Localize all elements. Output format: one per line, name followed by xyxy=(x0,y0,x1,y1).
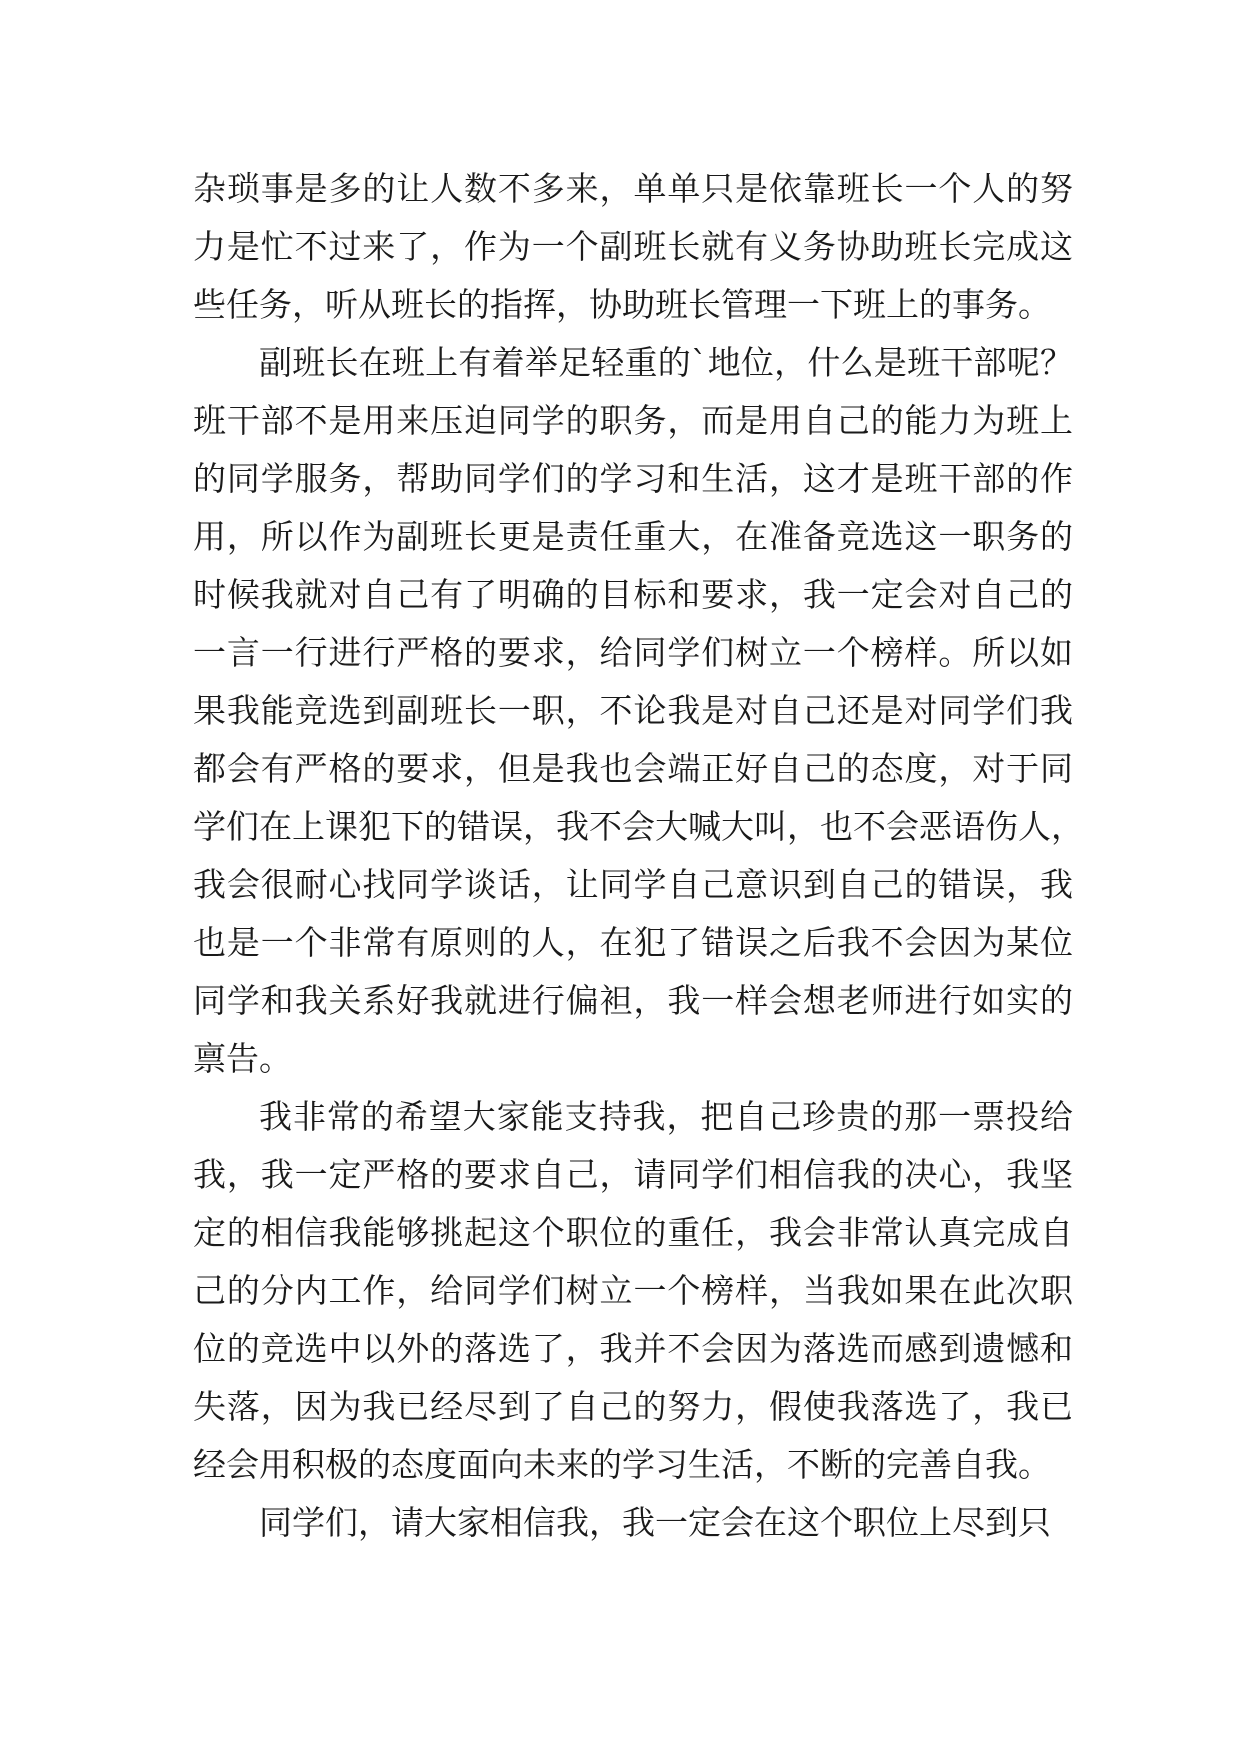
text-line: 同学和我关系好我就进行偏袒，我一样会想老师进行如实的 xyxy=(193,981,1073,1020)
paragraph-first-line: 同学们，请大家相信我，我一定会在这个职位上尽到只 xyxy=(259,1503,1051,1542)
text-line: 学们在上课犯下的错误，我不会大喊大叫，也不会恶语伤人， xyxy=(193,807,1084,846)
text-line: 也是一个非常有原则的人，在犯了错误之后我不会因为某位 xyxy=(193,923,1073,962)
text-line: 失落，因为我已经尽到了自己的努力，假使我落选了，我已 xyxy=(193,1387,1073,1426)
text-line: 时候我就对自己有了明确的目标和要求，我一定会对自己的 xyxy=(193,575,1073,614)
text-line: 的同学服务，帮助同学们的学习和生活，这才是班干部的作 xyxy=(193,459,1073,498)
text-line: 禀告。 xyxy=(193,1039,292,1078)
text-line: 用，所以作为副班长更是责任重大，在准备竞选这一职务的 xyxy=(193,517,1073,556)
text-line: 果我能竞选到副班长一职，不论我是对自己还是对同学们我 xyxy=(193,691,1073,730)
text-line: 都会有严格的要求，但是我也会端正好自己的态度，对于同 xyxy=(193,749,1073,788)
text-line: 些任务，听从班长的指挥，协助班长管理一下班上的事务。 xyxy=(193,285,1051,324)
body-text xyxy=(193,160,1084,1552)
text-line: 一言一行进行严格的要求，给同学们树立一个榜样。所以如 xyxy=(193,633,1073,672)
text-line: 我，我一定严格的要求自己，请同学们相信我的决心，我坚 xyxy=(193,1155,1073,1194)
text-line: 经会用积极的态度面向未来的学习生活，不断的完善自我。 xyxy=(193,1445,1051,1484)
text-line: 位的竞选中以外的落选了，我并不会因为落选而感到遗憾和 xyxy=(193,1329,1073,1368)
text-line: 我会很耐心找同学谈话，让同学自己意识到自己的错误，我 xyxy=(193,865,1073,904)
text-line: 己的分内工作，给同学们树立一个榜样，当我如果在此次职 xyxy=(193,1271,1073,1310)
text-line: 定的相信我能够挑起这个职位的重任，我会非常认真完成自 xyxy=(193,1213,1073,1252)
paragraph-first-line: 我非常的希望大家能支持我，把自己珍贵的那一票投给 xyxy=(259,1097,1073,1136)
text-line: 力是忙不过来了，作为一个副班长就有义务协助班长完成这 xyxy=(193,227,1073,266)
paragraph-first-line: 副班长在班上有着举足轻重的`地位，什么是班干部呢？ xyxy=(259,343,1073,382)
text-line: 杂琐事是多的让人数不多来，单单只是依靠班长一个人的努 xyxy=(193,169,1073,208)
text-line: 班干部不是用来压迫同学的职务，而是用自己的能力为班上 xyxy=(193,401,1073,440)
